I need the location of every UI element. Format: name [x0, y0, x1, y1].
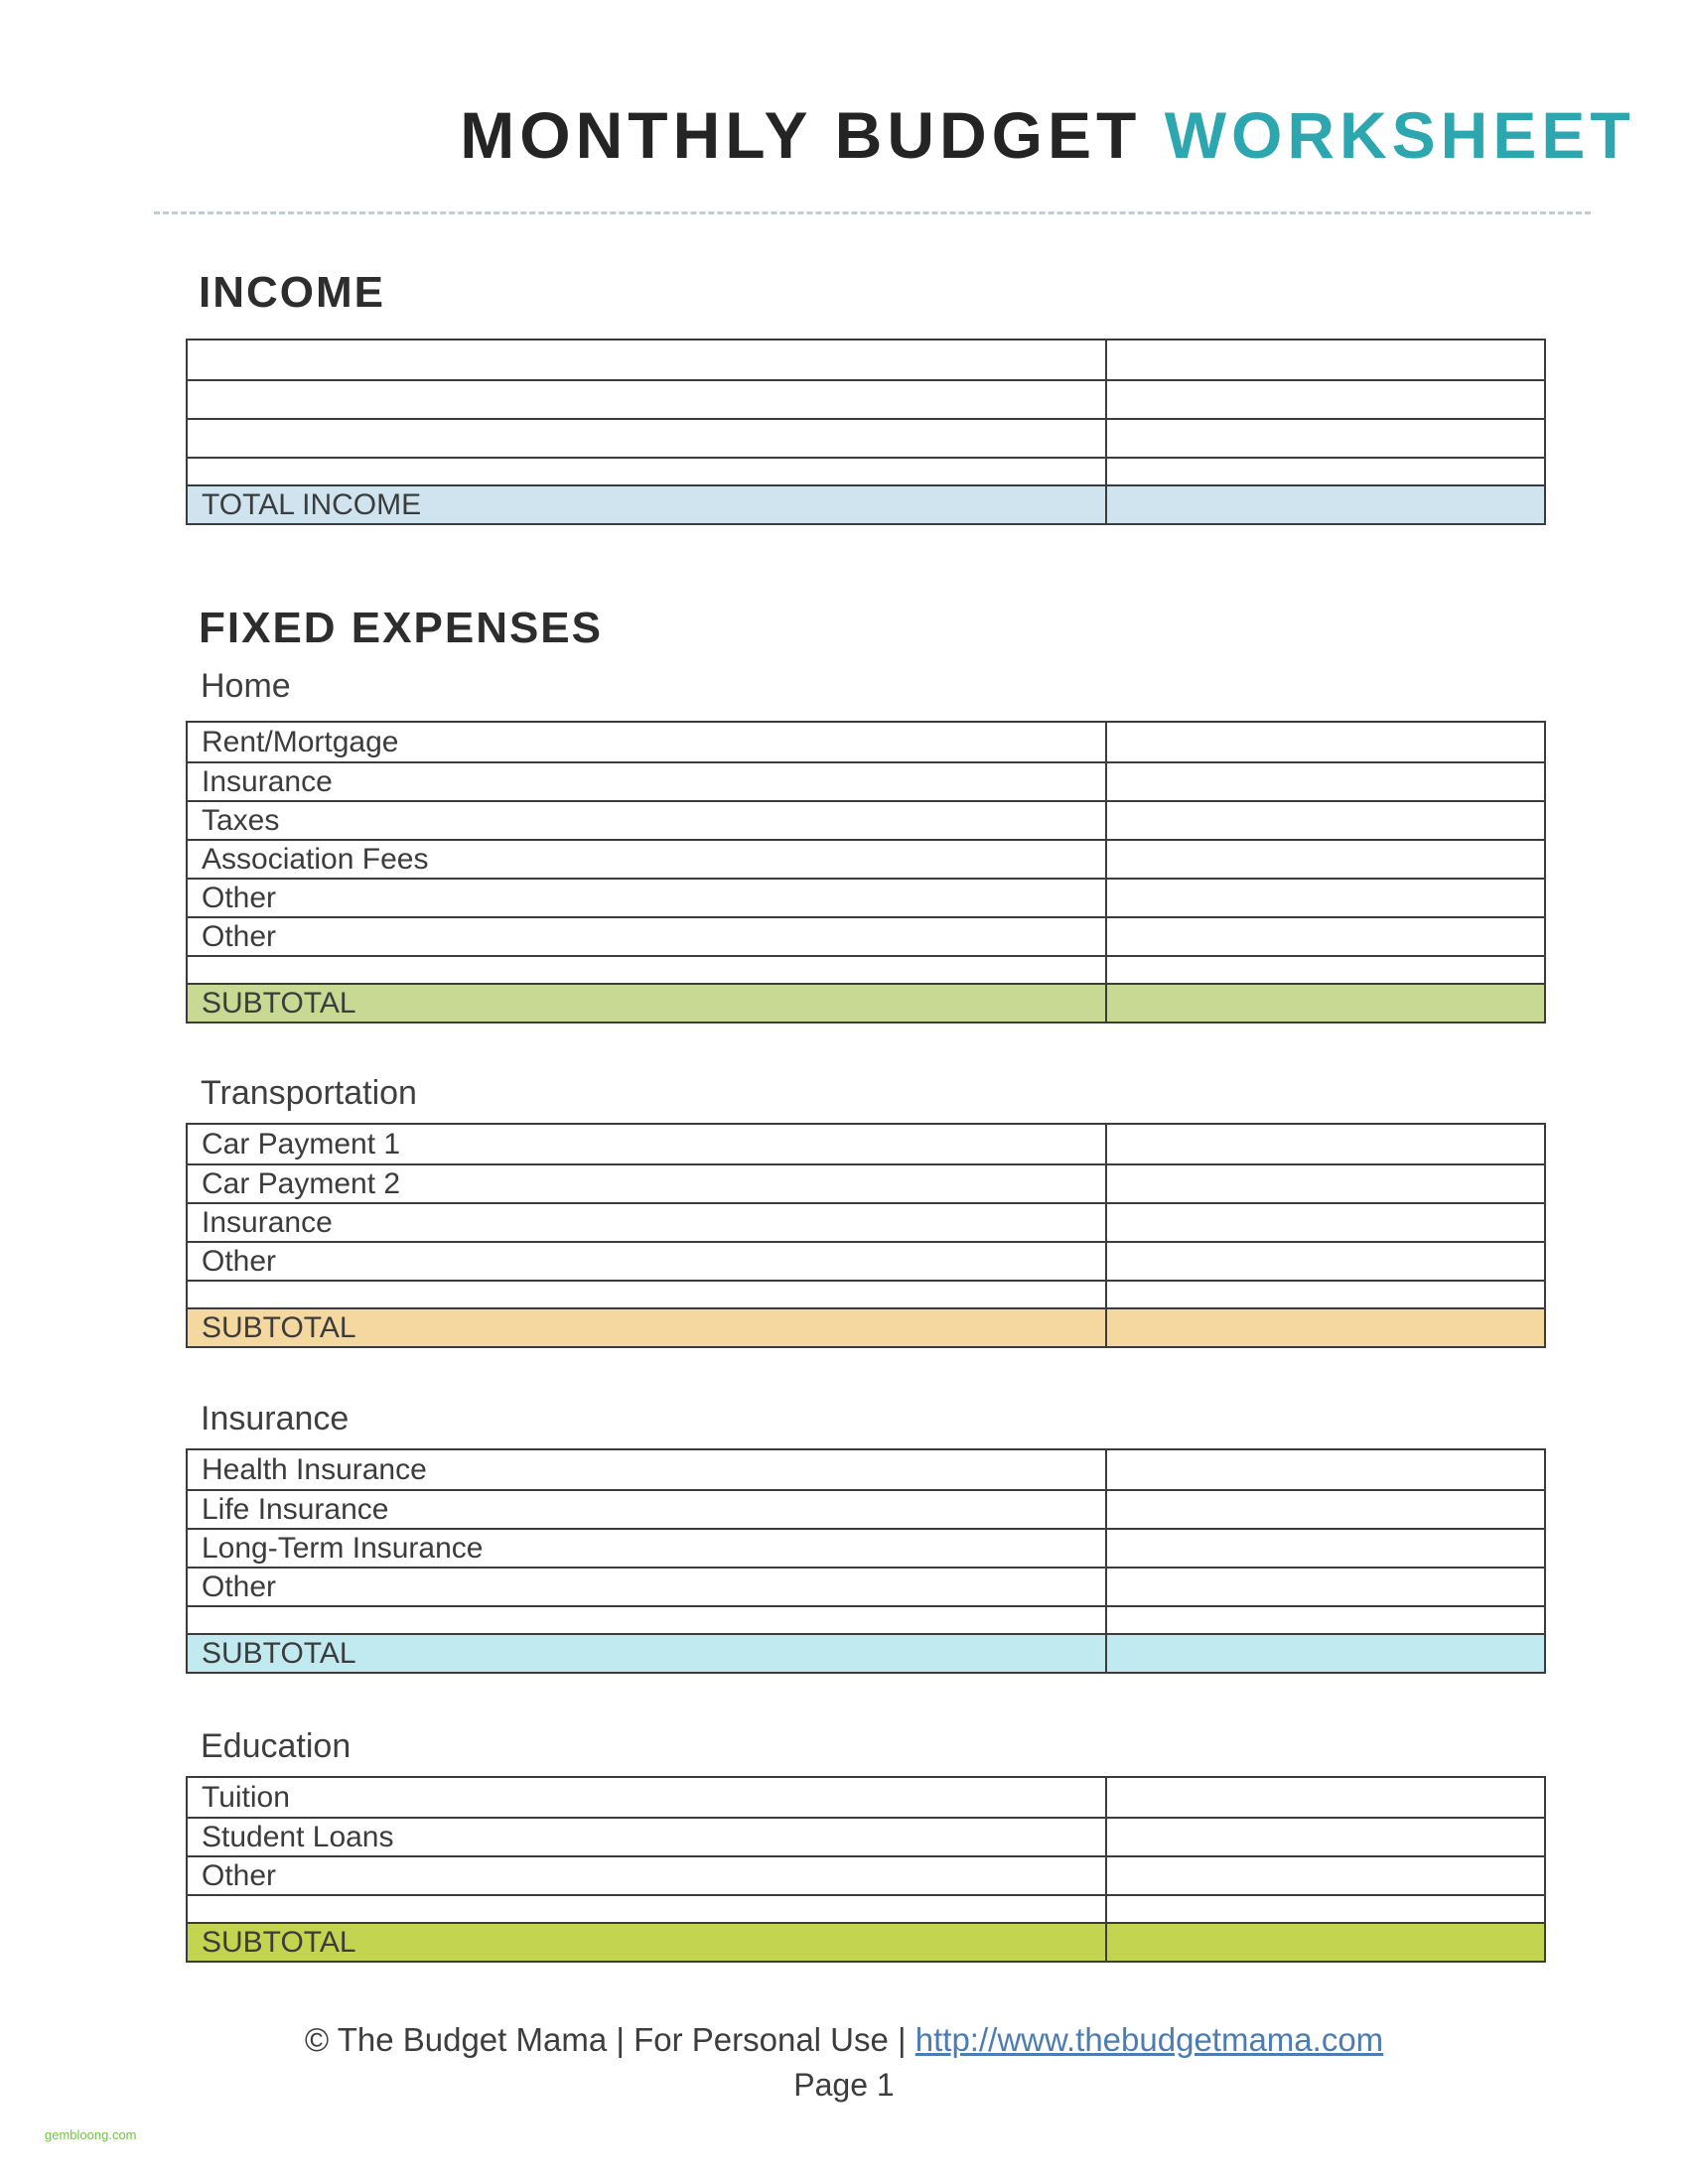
table-row: [188, 723, 1544, 761]
amount-cell: [1107, 1924, 1544, 1961]
row-label-cell: Insurance: [188, 1204, 1107, 1241]
watermark: gembloong.com: [45, 2127, 137, 2142]
row-label-cell: [188, 459, 1107, 484]
amount-cell: [1107, 763, 1544, 800]
table-row: [188, 1528, 1544, 1567]
amount-cell: [1107, 341, 1544, 379]
table-row: [188, 1202, 1544, 1241]
table-row: [188, 1817, 1544, 1855]
amount-cell: [1107, 381, 1544, 418]
footer: [0, 2021, 1688, 2059]
education-section-label: Education: [201, 1727, 352, 1765]
amount-cell: [1107, 420, 1544, 457]
amount-cell: [1107, 841, 1544, 878]
subtotal-row: [188, 1307, 1544, 1346]
amount-cell: [1107, 1819, 1544, 1855]
amount-cell: [1107, 1125, 1544, 1163]
transportation-section-label: Transportation: [201, 1074, 417, 1112]
subtotal-row: [188, 1922, 1544, 1961]
row-label-cell: [188, 420, 1107, 457]
subtotal-label-cell: SUBTOTAL: [188, 985, 1107, 1022]
subtotal-row: [188, 484, 1544, 523]
table-row: [188, 1489, 1544, 1528]
table-row: [188, 341, 1544, 379]
row-label-cell: Association Fees: [188, 841, 1107, 878]
table-row: [188, 878, 1544, 916]
amount-cell: [1107, 723, 1544, 761]
amount-cell: [1107, 1857, 1544, 1894]
page-number: Page 1: [793, 2067, 895, 2103]
table-row: [188, 379, 1544, 418]
amount-cell: [1107, 1896, 1544, 1922]
amount-cell: [1107, 1309, 1544, 1346]
row-label-cell: Rent/Mortgage: [188, 723, 1107, 761]
footer-link[interactable]: http://www.thebudgetmama.com: [914, 2021, 1384, 2058]
row-label-cell: [188, 1282, 1107, 1307]
home-section-label: Home: [201, 667, 291, 705]
table-row: [188, 800, 1544, 839]
education-table: [186, 1776, 1546, 1963]
amount-cell: [1107, 1778, 1544, 1817]
row-label-cell: Tuition: [188, 1778, 1107, 1817]
subtotal-label-cell: TOTAL INCOME: [188, 486, 1107, 523]
amount-cell: [1107, 486, 1544, 523]
table-row: [188, 457, 1544, 484]
table-row: [188, 1125, 1544, 1163]
subtotal-label-cell: SUBTOTAL: [188, 1309, 1107, 1346]
table-row: [188, 1855, 1544, 1894]
row-label-cell: Other: [188, 1569, 1107, 1605]
insurance-section-label: Insurance: [201, 1400, 350, 1437]
row-label-cell: [188, 957, 1107, 983]
table-row: [188, 839, 1544, 878]
row-label-cell: Other: [188, 1243, 1107, 1280]
income-table: [186, 339, 1546, 525]
row-label-cell: [188, 381, 1107, 418]
amount-cell: [1107, 1530, 1544, 1567]
table-row: [188, 955, 1544, 983]
amount-cell: [1107, 1282, 1544, 1307]
fixed-expenses-heading: FIXED EXPENSES: [199, 604, 604, 652]
amount-cell: [1107, 802, 1544, 839]
title-text-black: MONTHLY BUDGET: [460, 98, 1142, 172]
subtotal-row: [188, 1633, 1544, 1672]
table-row: [188, 1163, 1544, 1202]
table-row: [188, 761, 1544, 800]
row-label-cell: Life Insurance: [188, 1491, 1107, 1528]
table-row: [188, 916, 1544, 955]
amount-cell: [1107, 985, 1544, 1022]
amount-cell: [1107, 880, 1544, 916]
page-title: [417, 97, 1678, 173]
amount-cell: [1107, 1569, 1544, 1605]
subtotal-row: [188, 983, 1544, 1022]
amount-cell: [1107, 918, 1544, 955]
insurance-table: [186, 1448, 1546, 1674]
subtotal-label-cell: SUBTOTAL: [188, 1924, 1107, 1961]
row-label-cell: [188, 1896, 1107, 1922]
table-row: [188, 1894, 1544, 1922]
amount-cell: [1107, 1165, 1544, 1202]
row-label-cell: Car Payment 1: [188, 1125, 1107, 1163]
table-row: [188, 1567, 1544, 1605]
row-label-cell: Other: [188, 918, 1107, 955]
subtotal-label-cell: SUBTOTAL: [188, 1635, 1107, 1672]
title-divider: [154, 211, 1591, 214]
footer-copyright: © The Budget Mama | For Personal Use |: [304, 2021, 907, 2058]
table-row: [188, 418, 1544, 457]
table-row: [188, 1778, 1544, 1817]
amount-cell: [1107, 1607, 1544, 1633]
amount-cell: [1107, 1491, 1544, 1528]
amount-cell: [1107, 1635, 1544, 1672]
row-label-cell: Other: [188, 880, 1107, 916]
income-heading: INCOME: [199, 268, 385, 317]
row-label-cell: Insurance: [188, 763, 1107, 800]
title-text-accent: WORKSHEET: [1164, 98, 1635, 172]
row-label-cell: Taxes: [188, 802, 1107, 839]
amount-cell: [1107, 1450, 1544, 1489]
amount-cell: [1107, 459, 1544, 484]
row-label-cell: Health Insurance: [188, 1450, 1107, 1489]
table-row: [188, 1280, 1544, 1307]
amount-cell: [1107, 1243, 1544, 1280]
amount-cell: [1107, 1204, 1544, 1241]
table-row: [188, 1241, 1544, 1280]
table-row: [188, 1450, 1544, 1489]
row-label-cell: Car Payment 2: [188, 1165, 1107, 1202]
row-label-cell: Long-Term Insurance: [188, 1530, 1107, 1567]
row-label-cell: [188, 1607, 1107, 1633]
table-row: [188, 1605, 1544, 1633]
row-label-cell: Student Loans: [188, 1819, 1107, 1855]
transportation-table: [186, 1123, 1546, 1348]
amount-cell: [1107, 957, 1544, 983]
row-label-cell: [188, 341, 1107, 379]
home-table: [186, 721, 1546, 1024]
row-label-cell: Other: [188, 1857, 1107, 1894]
